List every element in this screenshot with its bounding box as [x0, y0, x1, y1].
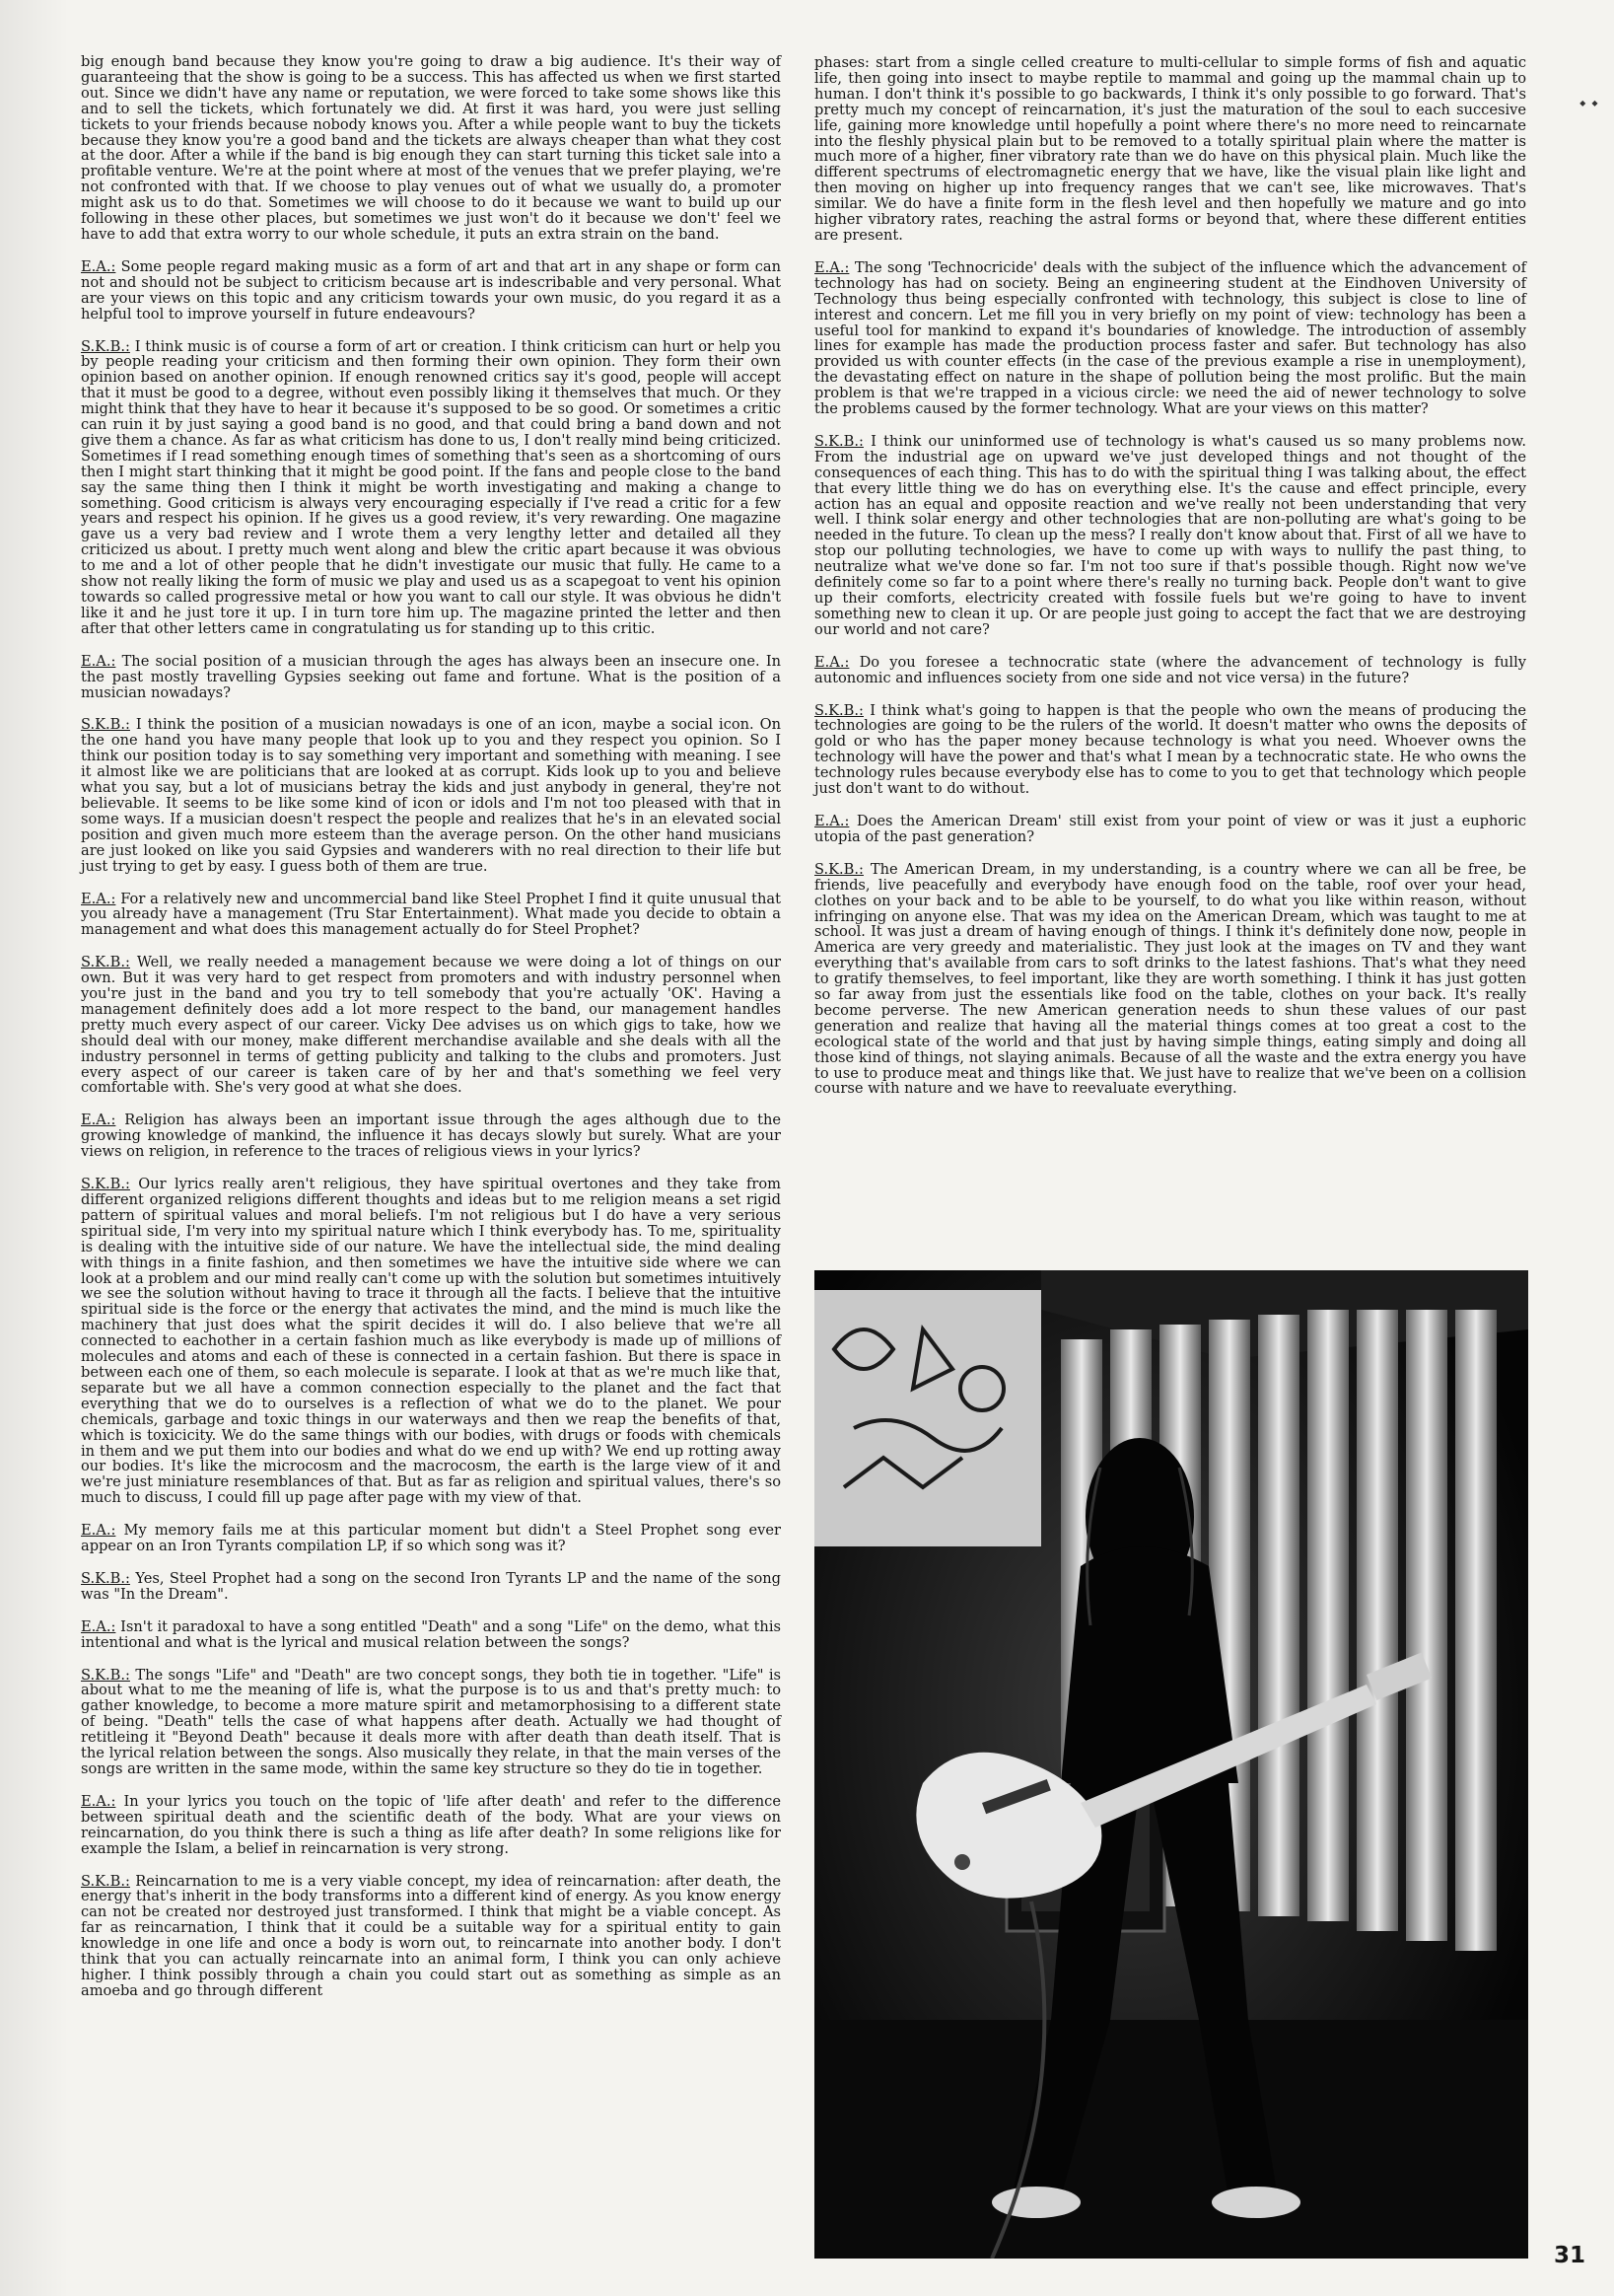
paragraph-text: The songs "Life" and "Death" are two concept songs, they both tie in together. "Life" is about what to me the meaning of life is, what the purpose is to us and that's pretty much: to gather knowledge, to become a more mature spirit and metamorphosising to a different state of being. "Death" tells the case of what happens after death. Actually we had thought of retitleing it "Beyond Death" because it deals more with after death than death itself. That is the lyrical relation between the songs. Also musically they relate, in that the main verses of the songs are written in the same mode, within the same key structure so they do tie in together.: [81, 1666, 781, 1777]
paragraph-text: Some people regard making music as a form of art and that art in any shape or form can not and should not be subject to criticism because art is indescribable and very personal. What are your views on this topic and any criticism towards your own music, do you regard it as a helpful tool to improve yourself in future endeavours?: [81, 257, 781, 323]
speaker-label: S.K.B.:: [814, 701, 864, 719]
page-number: 31: [1554, 2243, 1586, 2268]
paragraph-text: The social position of a musician through the ages has always been an insecure one. In the past mostly travelling Gypsies seeking out fame and fortune. What is the position of a musician nowadays?: [81, 652, 781, 701]
paragraph-text: Well, we really needed a management because we were doing a lot of things on our own. But it was very hard to get respect from promoters and with industry personnel when you're just in the band and you try to tell somebody that you're actually 'OK'. Having a management definitely does add a lot more respect to the band, our management handles pretty much every aspect of our career. Vicky Dee advises us on which gigs to take, how we should deal with our money, make different merchandise available and she deals with all the industry personnel in terms of getting publicity and talking to the clubs and promoters. Just every aspect of our career is taken care of by her and that's something we feel very comfortable with. She's very good at what she does.: [81, 954, 781, 1097]
speaker-label: E.A.:: [814, 812, 850, 829]
speaker-label: E.A.:: [814, 653, 850, 671]
paragraph-text: Isn't it paradoxal to have a song entitled "Death" and a song "Life" on the demo, what this intentional and what is the lyrical and musical relation between the songs?: [81, 1617, 781, 1651]
guitarist-photo-icon: [814, 1270, 1528, 2259]
paragraph-text: phases: start from a single celled creature to multi-cellular to simple forms of fish and aquatic life, then going into insect to maybe reptile to mammal and going up the mammal chain up to human. I don't think it's possible to go backwards, I think it's only possible to go forward. That's pretty much my concept of reincarnation, it's just the maturation of the soul to each succesive life, gaining more knowledge until hopefully a point where there's no more need to reincarnate into the fleshly physical plain but to be removed to a totally spiritual plain where the matter is much more of a higher, finer vibratory rate than we do have on this physical plain. Much like the different spectrums of electromagnetic energy that we have, like the visual plain like light and then moving on higher up into frequency ranges that we can't see, like microwaves. That's similar. We do have a finite form in the flesh level and then hopefully we mature and go into higher vibratory rates, reaching the astral forms or beyond that, where these different entities are present.: [814, 54, 1526, 244]
paragraph: [814, 434, 1526, 638]
paragraph-text: Do you foresee a technocratic state (where the advancement of technology is fully autonomic and influences society from one side and not vice versa) in the future?: [814, 653, 1526, 686]
paragraph-text: I think the position of a musician nowadays is one of an icon, maybe a social icon. On the one hand you have many people that look up to you and they respect you opinion. So I think our position today is to say something very important and something with meaning. I see it almost like we are politicians that are looked at as corrupt. Kids look up to you and believe what you say, but a lot of musicians betray the kids and just anybody in general, they're not believable. It seems to be like some kind of icon or idols and I'm not too pleased with that in some ways. If a musician doesn't respect the people and realizes that he's in an elevated social position and given much more esteem than the average person. On the other hand musicians are just looked on like you said Gypsies and wanderers with no real direction to their life but just trying to get by easy. I guess both of them are true.: [81, 716, 781, 875]
paragraph: [814, 55, 1526, 244]
paragraph: [814, 260, 1526, 417]
paragraph-text: big enough band because they know you're going to draw a big audience. It's their way of guaranteeing that the show is going to be a success. This has affected us when we first started out. Since we didn't have any name or reputation, we were forced to take some shows like this and to sell the tickets, which fortunately we did. At first it was hard, you were just selling tickets to your friends because nobody knows you. After a while people want to buy the tickets because they know you're a good band and the tickets are always cheaper than what they cost at the door. After a while if the band is big enough they can start turning this ticket sale into a profitable venture. We're at the point where at most of the venues that we prefer playing, we're not confronted with that. If we choose to play venues out of what we usually do, a promoter might ask us to do that. Sometimes we will choose to do it because we want to build up our following in these other places, but sometimes we just won't do it because we don't' feel we have to add that extra worry to our whole schedule, it puts an extra strain on the band.: [81, 53, 781, 243]
right-column: [814, 55, 1526, 1113]
paragraph: [81, 1874, 781, 1999]
speaker-label: E.A.:: [81, 652, 116, 670]
paragraph: [81, 1112, 781, 1160]
speaker-label: E.A.:: [81, 1792, 116, 1810]
paragraph: [81, 892, 781, 939]
paragraph-text: My memory fails me at this particular moment but didn't a Steel Prophet song ever appear on an Iron Tyrants compilation LP, if so which song was it?: [81, 1522, 781, 1555]
paragraph-text: The American Dream, in my understanding, is a country where we can all be free, be friends, live peacefully and everybody have enough food on the table, roof over your head, clothes on your back and to be able to be yourself, to do what you like within reason, without infringing on anyone else. That was my idea on the American Dream, which was taught to me at school. It was just a dream of having enough of things. I think it's definitely done now, people in America are very greedy and materialistic. They just look at the images on TV and they want everything that's available from cars to soft drinks to the latest fashions. That's what they need to gratify themselves, to feel important, like they are worth something. I think it has just gotten so far away from just the essentials like food on the table, clothes on your back. It's really become perverse. The new American generation needs to shun these values of our past generation and realize that having all the material things comes at too great a cost to the ecological state of the world and that just by having simple things, eating simply and doing all those kind of things, not slaying animals. Because of all the waste and the extra energy you have to use to produce meat and things like that. We just have to realize that we've been on a collision course with nature and we have to reevaluate everything.: [814, 860, 1526, 1098]
paragraph: [814, 655, 1526, 686]
speaker-label: S.K.B.:: [81, 1666, 130, 1684]
paragraph: [81, 1619, 781, 1651]
paragraph: [814, 814, 1526, 845]
speaker-label: S.K.B.:: [81, 954, 130, 971]
paragraph-text: Reincarnation to me is a very viable concept, my idea of reincarnation: after death, the energy that's inherit in the body transforms into a different kind of energy. As you know energy can not be created nor destroyed just transformed. I think that might be a viable concept. As far as reincarnation, I think that it could be a suitable way for a spiritual entity to gain knowledge in one life and once a body is worn out, to reincarnate into another body. I don't think that you can actually reincarnate into an animal form, I think you can only achieve higher. I think possibly through a chain you could start out as something as simple as an amoeba and go through different: [81, 1872, 781, 1999]
paragraph-text: Religion has always been an important issue through the ages although due to the growing knowledge of mankind, the influence it has decays slowly but surely. What are your views on religion, in reference to the traces of religious views in your lyrics?: [81, 1112, 781, 1161]
margin-marks: ⬩ ⬩: [1579, 93, 1598, 113]
speaker-label: E.A.:: [81, 1112, 116, 1129]
speaker-label: E.A.:: [814, 258, 850, 276]
paragraph: [81, 1571, 781, 1603]
speaker-label: S.K.B.:: [81, 1176, 130, 1193]
paragraph-text: For a relatively new and uncommercial band like Steel Prophet I find it quite unusual that you already have a management (Tru Star Entertainment). What made you decide to obtain a management and what does this management actually do for Steel Prophet?: [81, 890, 781, 939]
speaker-label: E.A.:: [81, 890, 116, 907]
speaker-label: S.K.B.:: [814, 860, 864, 878]
paragraph: [81, 955, 781, 1096]
paragraph-text: I think music is of course a form of art or creation. I think criticism can hurt or help you by people reading your criticism and then forming their own opinion. They form their own opinion based on another opinion. If enough renowned critics say it's good, people will accept that it must be good to a degree, without even possibly liking it themselves that much. Or they might think that they have to hear it because it's supposed to be so good. Or sometimes a critic can ruin it by just saying a good band is no good, and that could bring a band down and not give them a chance. As far as what criticism has done to us, I don't really mind being criticized. Sometimes if I read something enough times of something that's seen as a shortcoming of ours then I might start thinking that it might be good point. If the fans and people close to the band say the same thing then I think it might be worth investigating and making a change to something. Good criticism is always very encouraging especially if I've read a critic for a few years and respect his opinion. If he gives us a good review, it's very rewarding. One magazine gave us a very bad review and I wrote them a very lengthy letter and detailed all they criticized us about. I pretty much went along and blew the critic apart because it was obvious to me and a lot of other people that he didn't investigate our music that fully. He came to a show not really liking the form of music we play and used us as a scapegoat to vent his opinion towards so called progressive metal or how you want to call our style. It was obvious he didn't like it and he just tore it up. I in turn tore him up. The magazine printed the letter and then after that other letters came in congratulating us for standing up to this critic.: [81, 337, 781, 637]
paragraph: [81, 717, 781, 874]
speaker-label: E.A.:: [81, 257, 116, 275]
paragraph: [81, 1794, 781, 1857]
speaker-label: S.K.B.:: [81, 716, 130, 734]
paragraph-text: Does the American Dream' still exist from your point of view or was it just a euphoric utopia of the past generation?: [814, 812, 1526, 845]
paragraph-text: Yes, Steel Prophet had a song on the second Iron Tyrants LP and the name of the song was "In the Dream".: [81, 1569, 781, 1603]
paragraph: [81, 1177, 781, 1506]
paragraph: [814, 703, 1526, 797]
left-column: [81, 54, 781, 2016]
paragraph: [81, 1523, 781, 1554]
speaker-label: S.K.B.:: [81, 1872, 130, 1890]
binding-shadow: [0, 0, 69, 2296]
speaker-label: E.A.:: [81, 1522, 116, 1540]
paragraph: [81, 339, 781, 637]
paragraph: [81, 54, 781, 243]
speaker-label: S.K.B.:: [81, 337, 130, 355]
speaker-label: S.K.B.:: [814, 432, 864, 450]
speaker-label: S.K.B.:: [81, 1569, 130, 1587]
speaker-label: E.A.:: [81, 1617, 116, 1635]
paragraph-text: In your lyrics you touch on the topic of 'life after death' and refer to the difference between spiritual death and the scientific death of the body. What are your views on reincarnation, do you think there is such a thing as life after death? In some religions like for example the Islam, a belief in reincarnation is very strong.: [81, 1792, 781, 1857]
paragraph: [81, 654, 781, 701]
paragraph: [81, 259, 781, 323]
paragraph-text: I think what's going to happen is that the people who own the means of producing the technologies are going to be the rulers of the world. It doesn't matter who owns the deposits of gold or who has the paper money because technology is what you need. Whoever owns the technology will have the power and that's what I mean by a technocratic state. He who owns the technology rules because everybody else has to come to you to get that technology which people just don't want to do without.: [814, 701, 1526, 798]
paragraph-text: I think our uninformed use of technology is what's caused us so many problems now. From the industrial age on upward we've just developed things and not thought of the consequences of each thing. This has to do with the spiritual thing I was talking about, the effect that every little thing we do has on everything else. It's the cause and effect principle, every action has an equal and opposite reaction and we've really not been understanding that very well. I think solar energy and other technologies that are non-polluting are what's going to be needed in the future. To clean up the mess? I really don't know about that. First of all we have to stop our polluting technologies, we have to come up with ways to nullify the past thing, to neutralize what we've done so far. I'm not too sure if that's possible though. Right now we've definitely come so far to a point where there's really no turning back. People don't want to give up their comforts, electricity created with fossile fuels but we're going to have to invent something new to clean it up. Or are people just going to accept the fact that we are destroying our world and not care?: [814, 432, 1526, 638]
paragraph: [814, 862, 1526, 1098]
paragraph-text: Our lyrics really aren't religious, they have spiritual overtones and they take from different organized religions different thoughts and ideas but to me religion means a set rigid pattern of spiritual values and moral beliefs. I'm not religious but I do have a very serious spiritual side, I'm very into my spiritual nature which I think everybody has. To me, spirituality is dealing with the intuitive side of our nature. We have the intellectual side, the mind dealing with things in a finite fashion, and then sometimes we have the intuitive side where we can look at a problem and our mind really can't come up with the solution but sometimes intuitively we see the solution without having to trace it through all the facts. I believe that the intuitive spiritual side is the force or the energy that activates the mind, and the mind is much like the machinery that just does what the spirit decides it will do. I also believe that we're all connected to eachother in a certain fashion much as like everybody is made up of millions of molecules and atoms and each of these is connected in a certain fashion. But there is space in between each one of them, so each molecule is separate. I look at that as we're much like that, separate but we all have a common connection especially to the planet and the fact that everything that we do to ourselves is a reflection of what we do to the planet. We pour chemicals, garbage and toxic things in our waterways and then we reap the benefits of that, which is toxicicity. We do the same things with our bodies, with drugs or foods with chemicals in them and we put them into our bodies and what do we end up with? We end up rotting away our bodies. It's like the microcosm and the macrocosm, the earth is the large view of it and we're just miniature resemblances of that. But as far as religion and spiritual values, there's so much to discuss, I could fill up page after page with my view of that.: [81, 1176, 781, 1507]
paragraph: [81, 1668, 781, 1777]
paragraph-text: The song 'Technocricide' deals with the subject of the influence which the advancement of technology has had on society. Being an engineering student at the Eindhoven University of Technology thus being especially confronted with technology, this subject is close to line of interest and concern. Let me fill you in very briefly on my point of view: technology has been a useful tool for mankind to expand it's boundaries of knowledge. The introduction of assembly lines for example has made the production process faster and safer. But technology has also provided us with counter effects (in the case of the previous example a rise in unemployment), the devastating effect on nature in the shape of pollution being the most prolific. But the main problem is that we're trapped in a vicious circle: we need the aid of newer technology to solve the problems caused by the former technology. What are your views on this matter?: [814, 258, 1526, 418]
